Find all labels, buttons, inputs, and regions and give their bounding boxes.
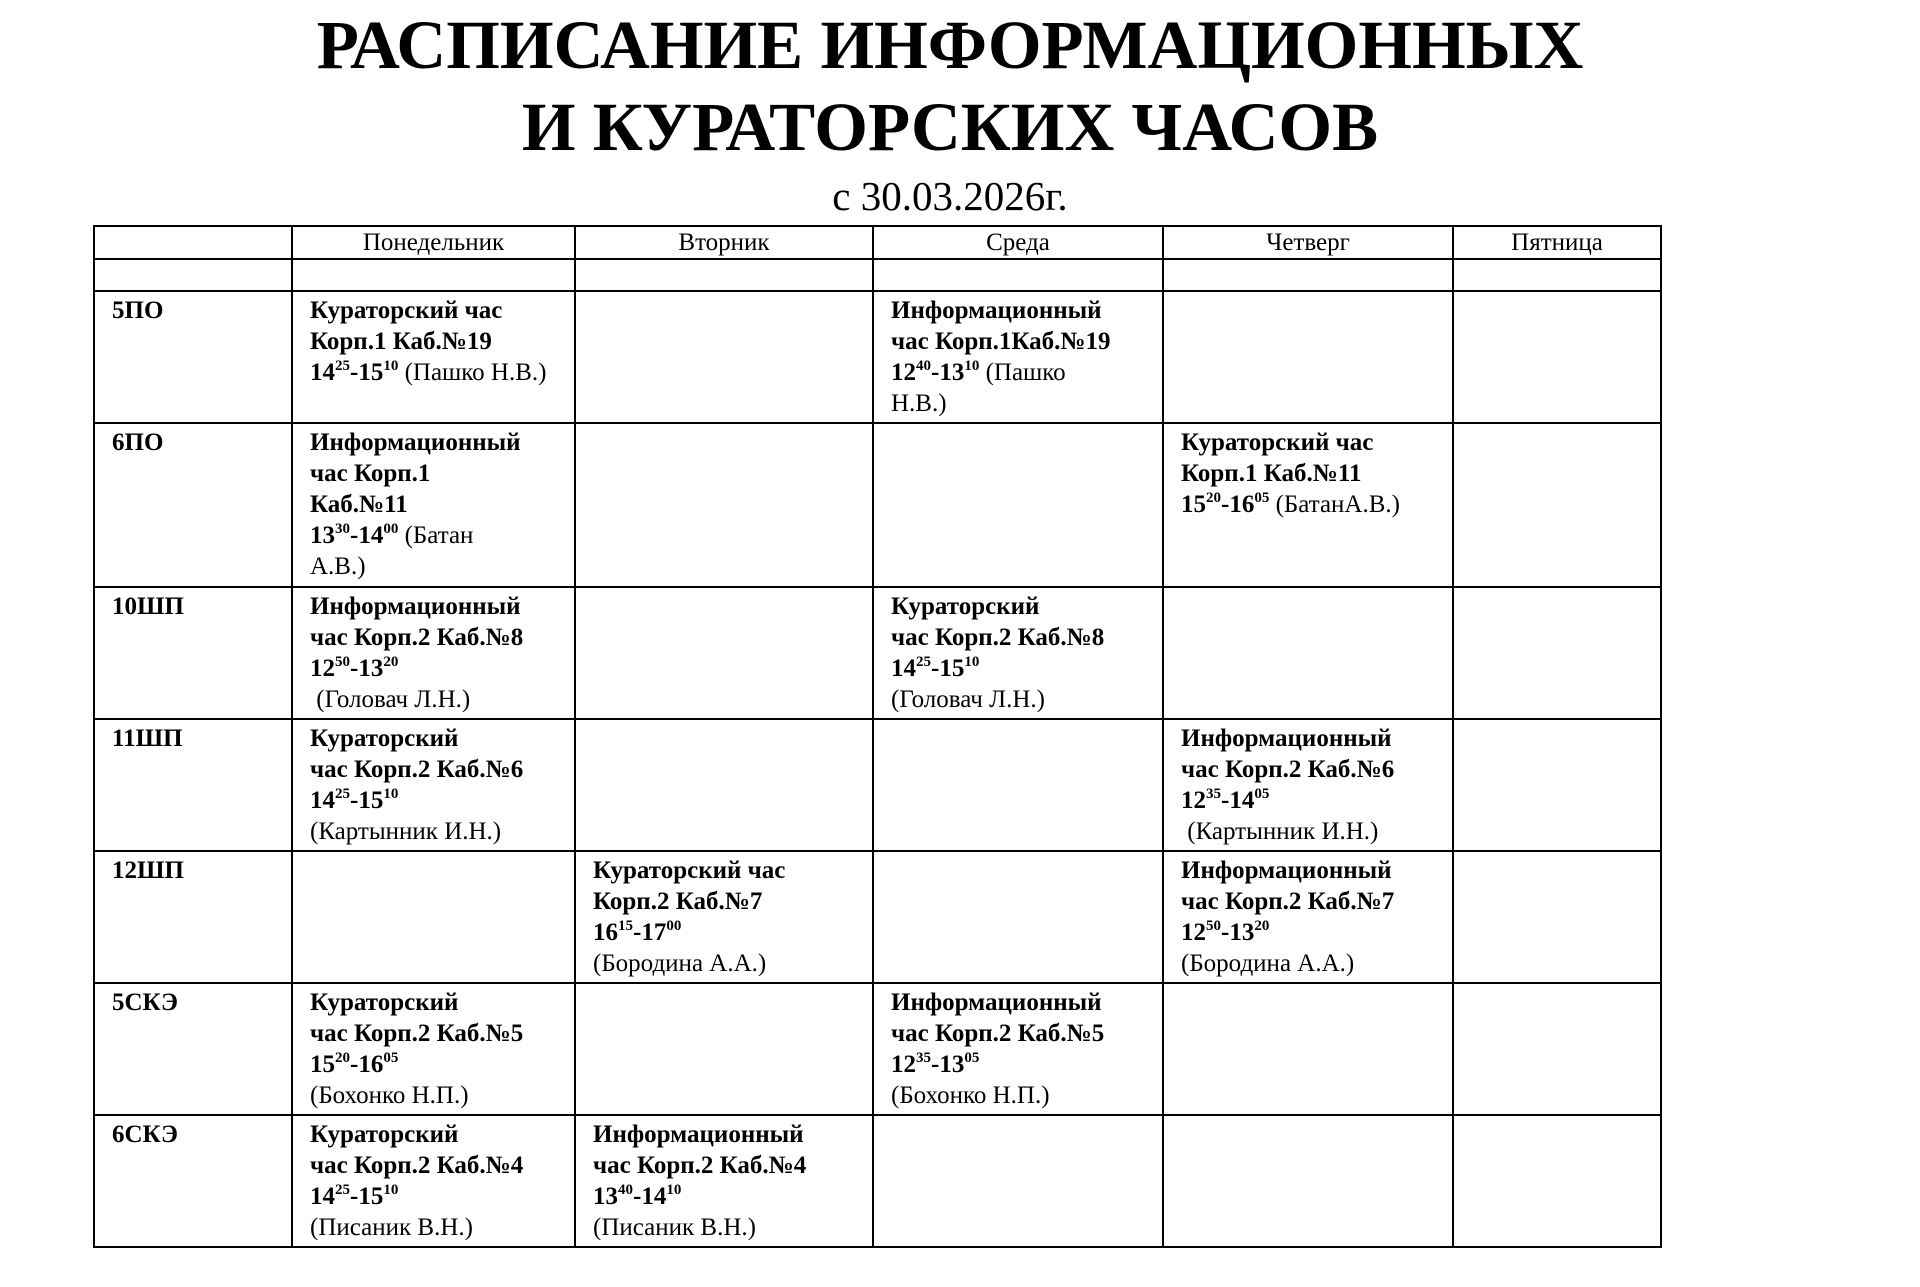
event-time [310, 1181, 574, 1212]
blank-cell [873, 259, 1163, 291]
event-line: час Корп.2 Каб.№4 [310, 1152, 524, 1179]
start-hour: 12 [1181, 919, 1206, 946]
day-header: Среда [873, 226, 1163, 259]
schedule-row [94, 851, 1661, 983]
blank-cell [1163, 259, 1453, 291]
page-title [0, 4, 1900, 168]
event-line: Информационный [310, 429, 521, 456]
schedule-table [93, 225, 1662, 1248]
schedule-cell [873, 423, 1163, 587]
end-hour: 15 [358, 1183, 384, 1210]
end-hour: 15 [939, 655, 965, 682]
schedule-cell [292, 587, 575, 719]
end-minute: 00 [666, 918, 682, 934]
group-name: 6ПО [94, 423, 292, 587]
event-line: Каб.№11 [310, 491, 408, 518]
schedule-body [94, 259, 1661, 1247]
end-minute: 10 [383, 786, 399, 802]
teacher-name: (Картынник И.Н.) [310, 818, 502, 845]
start-minute: 40 [916, 358, 931, 374]
end-hour: 17 [641, 919, 667, 946]
event-line: Информационный [1181, 857, 1392, 884]
schedule-cell [1453, 587, 1661, 719]
teacher-name: (Бородина А.А.) [1181, 950, 1355, 977]
event-line: Кураторский [891, 593, 1040, 620]
schedule-cell [575, 983, 873, 1115]
end-hour: 16 [1229, 491, 1255, 518]
day-header: Пятница [1453, 226, 1661, 259]
schedule-cell [1163, 851, 1453, 983]
schedule-cell [873, 851, 1163, 983]
start-hour: 15 [310, 1051, 335, 1078]
end-minute: 20 [383, 654, 399, 670]
schedule-cell [1163, 983, 1453, 1115]
group-name: 5СКЭ [94, 983, 292, 1115]
start-minute: 50 [335, 654, 350, 670]
group-name: 11ШП [94, 719, 292, 851]
start-minute: 20 [1206, 490, 1221, 506]
time-range: $14^{25}-15^{10}$ [310, 358, 399, 386]
time-range: $15^{20}-16^{05}$ [310, 1050, 399, 1078]
event-time [310, 1049, 574, 1080]
start-hour: 14 [891, 655, 916, 682]
blank-cell [575, 259, 873, 291]
time-range: $14^{25}-15^{10}$ [310, 786, 399, 814]
end-hour: 13 [1229, 919, 1255, 946]
event-line: Кураторский [310, 989, 459, 1016]
end-hour: 16 [358, 1051, 384, 1078]
event-time [891, 357, 1162, 388]
start-minute: 25 [916, 654, 931, 670]
time-range: $12^{50}-13^{20}$ [310, 654, 399, 682]
schedule-cell [292, 719, 575, 851]
teacher-name: (Батан [398, 522, 474, 549]
schedule-row [94, 719, 1661, 851]
time-range: $16^{15}-17^{00}$ [593, 918, 682, 946]
schedule-cell [873, 291, 1163, 423]
event-line: Информационный [891, 989, 1102, 1016]
end-minute: 05 [1254, 490, 1270, 506]
event-time [891, 653, 1162, 684]
time-range: $15^{20}-16^{05}$ [1181, 490, 1270, 518]
start-hour: 12 [891, 1051, 916, 1078]
start-minute: 50 [1206, 918, 1221, 934]
schedule-cell [292, 851, 575, 983]
end-minute: 10 [964, 358, 980, 374]
end-minute: 05 [383, 1050, 399, 1066]
time-range: $13^{30}-14^{00}$ [310, 521, 399, 549]
event-line: час Корп.2 Каб.№4 [593, 1152, 807, 1179]
schedule-cell [575, 587, 873, 719]
time-range: $12^{40}-13^{10}$ [891, 358, 980, 386]
end-minute: 00 [383, 521, 399, 537]
schedule-cell [1163, 719, 1453, 851]
start-hour: 12 [891, 359, 916, 386]
teacher-name: А.В.) [310, 553, 366, 580]
teacher-name: (Писаник В.Н.) [593, 1214, 756, 1241]
event-time [1181, 785, 1452, 816]
event-line: Кураторский час [593, 857, 786, 884]
schedule-cell [575, 719, 873, 851]
schedule-cell [873, 1115, 1163, 1247]
end-hour: 13 [939, 359, 965, 386]
start-hour: 15 [1181, 491, 1206, 518]
event-line: Информационный [891, 297, 1102, 324]
event-line: час Корп.2 Каб.№8 [310, 624, 524, 651]
schedule-cell [1163, 423, 1453, 587]
start-minute: 25 [335, 786, 350, 802]
header-row [94, 226, 1661, 259]
schedule-cell [292, 1115, 575, 1247]
blank-cell [1453, 259, 1661, 291]
event-time [310, 653, 574, 684]
teacher-name: (Головач Л.Н.) [891, 686, 1045, 713]
schedule-row [94, 1115, 1661, 1247]
start-minute: 25 [335, 358, 350, 374]
end-hour: 13 [358, 655, 384, 682]
start-minute: 40 [618, 1182, 633, 1198]
schedule-cell [292, 983, 575, 1115]
corner-cell [94, 226, 292, 259]
start-hour: 14 [310, 1183, 335, 1210]
event-time [593, 917, 872, 948]
event-line: Кураторский час [1181, 429, 1374, 456]
teacher-name: (БатанА.В.) [1269, 491, 1400, 518]
blank-cell [94, 259, 292, 291]
time-range: $12^{35}-13^{05}$ [891, 1050, 980, 1078]
event-line: час Корп.2 Каб.№6 [1181, 756, 1395, 783]
event-line: час Корп.1 [310, 460, 431, 487]
schedule-cell [575, 423, 873, 587]
start-hour: 14 [310, 359, 335, 386]
schedule-cell [1453, 423, 1661, 587]
event-line: Информационный [310, 593, 521, 620]
teacher-name: Н.В.) [891, 390, 947, 417]
time-range: $12^{50}-13^{20}$ [1181, 918, 1270, 946]
page-title-line-1: РАСПИСАНИЕ ИНФОРМАЦИОННЫХ [316, 7, 1584, 83]
schedule-cell [873, 983, 1163, 1115]
schedule-cell [1163, 1115, 1453, 1247]
group-name: 6СКЭ [94, 1115, 292, 1247]
start-minute: 35 [1206, 786, 1221, 802]
start-minute: 25 [335, 1182, 350, 1198]
event-time [310, 520, 574, 551]
event-time [1181, 917, 1452, 948]
end-minute: 05 [1254, 786, 1270, 802]
event-line: Корп.1 Каб.№11 [1181, 460, 1362, 487]
schedule-row [94, 423, 1661, 587]
teacher-name: (Пашко Н.В.) [398, 359, 547, 386]
start-minute: 30 [335, 521, 350, 537]
schedule-cell [292, 291, 575, 423]
start-minute: 35 [916, 1050, 931, 1066]
group-name: 12ШП [94, 851, 292, 983]
event-line: Кураторский [310, 1121, 459, 1148]
start-minute: 15 [618, 918, 633, 934]
time-range: $14^{25}-15^{10}$ [891, 654, 980, 682]
teacher-name: (Картынник И.Н.) [1181, 818, 1379, 845]
schedule-cell [873, 719, 1163, 851]
event-line: Информационный [593, 1121, 804, 1148]
schedule-cell [1453, 851, 1661, 983]
teacher-name: (Писаник В.Н.) [310, 1214, 473, 1241]
blank-cell [292, 259, 575, 291]
schedule-cell [1453, 1115, 1661, 1247]
end-hour: 14 [358, 522, 384, 549]
event-line: Корп.2 Каб.№7 [593, 888, 763, 915]
teacher-name: (Бохонко Н.П.) [891, 1082, 1050, 1109]
time-range: $13^{40}-14^{10}$ [593, 1182, 682, 1210]
event-line: Кураторский час [310, 297, 503, 324]
event-time [593, 1181, 872, 1212]
event-time [891, 1049, 1162, 1080]
schedule-cell [1453, 983, 1661, 1115]
event-line: час Корп.2 Каб.№6 [310, 756, 524, 783]
event-line: час Корп.2 Каб.№5 [310, 1020, 524, 1047]
start-minute: 20 [335, 1050, 350, 1066]
end-minute: 10 [666, 1182, 682, 1198]
schedule-cell [575, 851, 873, 983]
teacher-name: (Пашко [979, 359, 1066, 386]
end-minute: 10 [964, 654, 980, 670]
blank-row [94, 259, 1661, 291]
end-minute: 20 [1254, 918, 1270, 934]
event-time [1181, 489, 1452, 520]
time-range: $12^{35}-14^{05}$ [1181, 786, 1270, 814]
event-line: Кураторский [310, 725, 459, 752]
event-time [310, 357, 574, 388]
event-line: Корп.1 Каб.№19 [310, 328, 492, 355]
schedule-row [94, 587, 1661, 719]
schedule-cell [1453, 719, 1661, 851]
schedule-cell [292, 423, 575, 587]
start-hour: 16 [593, 919, 618, 946]
end-hour: 15 [358, 359, 384, 386]
schedule-cell [575, 1115, 873, 1247]
end-minute: 05 [964, 1050, 980, 1066]
teacher-name: (Бохонко Н.П.) [310, 1082, 469, 1109]
day-header: Четверг [1163, 226, 1453, 259]
end-hour: 15 [358, 787, 384, 814]
start-hour: 12 [1181, 787, 1206, 814]
schedule-date: с 30.03.2026г. [832, 173, 1068, 219]
start-hour: 12 [310, 655, 335, 682]
event-line: час Корп.2 Каб.№8 [891, 624, 1105, 651]
event-time [310, 785, 574, 816]
end-hour: 13 [939, 1051, 965, 1078]
event-line: Информационный [1181, 725, 1392, 752]
end-minute: 10 [383, 1182, 399, 1198]
start-hour: 14 [310, 787, 335, 814]
day-header: Понедельник [292, 226, 575, 259]
page-title-line-2: И КУРАТОРСКИХ ЧАСОВ [521, 89, 1379, 165]
schedule-cell [1163, 587, 1453, 719]
group-name: 10ШП [94, 587, 292, 719]
start-hour: 13 [310, 522, 335, 549]
teacher-name: (Бородина А.А.) [593, 950, 767, 977]
end-minute: 10 [383, 358, 399, 374]
event-line: час Корп.1Каб.№19 [891, 328, 1111, 355]
group-name: 5ПО [94, 291, 292, 423]
schedule-cell [575, 291, 873, 423]
day-header: Вторник [575, 226, 873, 259]
event-line: час Корп.2 Каб.№5 [891, 1020, 1105, 1047]
schedule-row [94, 291, 1661, 423]
start-hour: 13 [593, 1183, 618, 1210]
schedule-cell [1453, 291, 1661, 423]
teacher-name: (Головач Л.Н.) [310, 686, 471, 713]
end-hour: 14 [641, 1183, 667, 1210]
schedule-row [94, 983, 1661, 1115]
end-hour: 14 [1229, 787, 1255, 814]
time-range: $14^{25}-15^{10}$ [310, 1182, 399, 1210]
event-line: час Корп.2 Каб.№7 [1181, 888, 1395, 915]
schedule-cell [1163, 291, 1453, 423]
schedule-cell [873, 587, 1163, 719]
